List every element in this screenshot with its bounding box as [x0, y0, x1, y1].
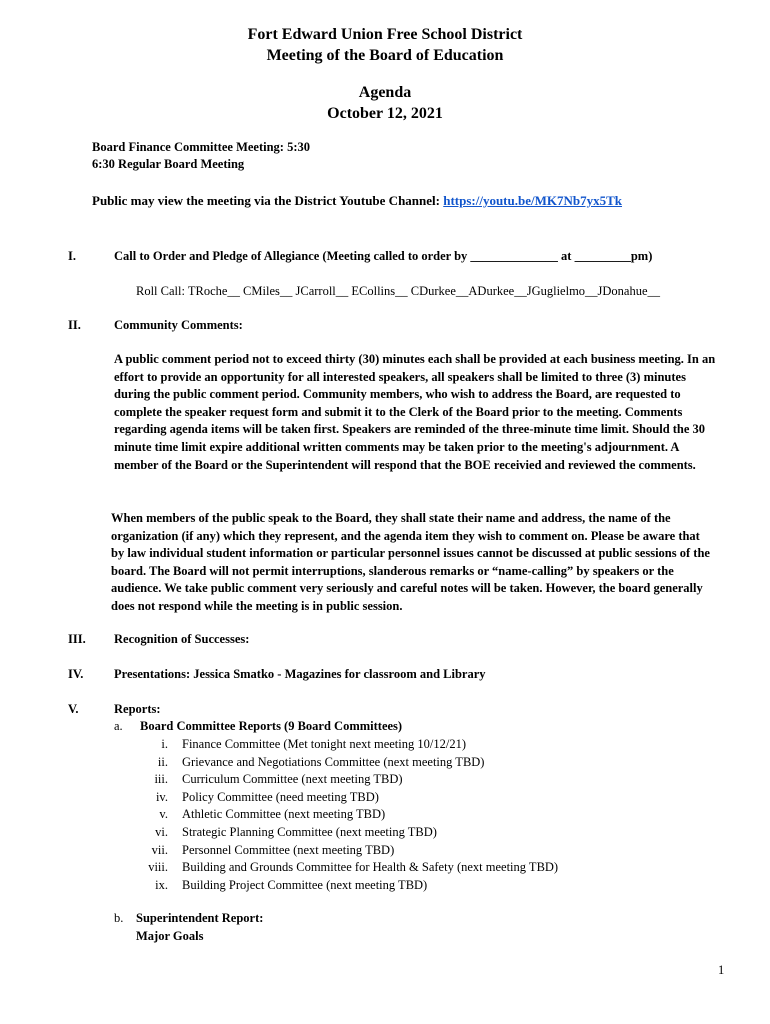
committee-item: Grievance and Negotiations Committee (next meeting TBD)	[182, 754, 485, 769]
committee-item: Personnel Committee (next meeting TBD)	[182, 842, 395, 857]
committee-number: viii.	[148, 860, 168, 875]
committee-number: ii.	[157, 754, 168, 769]
youtube-link[interactable]: https://youtu.be/MK7Nb7yx5Tk	[443, 193, 623, 208]
committee-item: Athletic Committee (next meeting TBD)	[182, 807, 386, 822]
youtube-line	[92, 193, 622, 209]
committee-number: ix.	[155, 877, 168, 892]
report-b-letter: b.	[114, 911, 124, 925]
call-to-order: Call to Order and Pledge of Allegiance (Meeting called to order by ______________ at _________pm)	[114, 249, 653, 263]
public-comment-paragraph: A public comment period not to exceed thirty (30) minutes each shall be provided at each business meeting. In an effort to provide an opportunity for all interested speakers, all speakers shall be limited to three (3) minutes during the public comment period. Community members, who wish to address the Board, are requested to complete the speaker request form and submit it to the Clerk of the Board prior to the meeting. Comments regarding agenda items will be taken first. Speakers are reminded of the three-minute time limit. Should the 30 minute time limit expire additional written comments may be taken prior to the meeting's adjournment. A member of the Board or the Superintendent will respond that the BOE receivied and reviewed the comments.	[114, 352, 716, 472]
committee-item: Policy Committee (need meeting TBD)	[182, 789, 379, 804]
item-number-ii: II.	[68, 318, 81, 332]
major-goals: Major Goals	[136, 929, 204, 943]
reports-heading: Reports:	[114, 702, 161, 716]
committee-number: i.	[161, 737, 168, 751]
item-number-v: V.	[68, 702, 79, 716]
report-a-letter: a.	[114, 719, 123, 733]
committee-item: Strategic Planning Committee (next meeting TBD)	[182, 825, 437, 839]
presentations-heading: Presentations: Jessica Smatko - Magazines for classroom and Library	[114, 667, 486, 681]
agenda-heading: Agenda	[358, 84, 412, 101]
board-committee-reports-heading: Board Committee Reports (9 Board Committees)	[140, 719, 403, 733]
item-number-i: I.	[68, 249, 76, 263]
youtube-label: Public may view the meeting via the District Youtube Channel:	[92, 193, 440, 208]
community-comments-heading: Community Comments:	[114, 318, 243, 332]
regular-meeting-time: 6:30 Regular Board Meeting	[92, 157, 245, 171]
committee-number: vi.	[155, 825, 168, 839]
roll-call: Roll Call: TRoche__ CMiles__ JCarroll__ ECollins__ CDurkee__ADurkee__JGuglielmo__JDonahue__	[136, 284, 661, 298]
committee-number: v.	[159, 807, 168, 822]
committee-item: Curriculum Committee (next meeting TBD)	[182, 772, 403, 787]
committee-number: iii.	[154, 772, 168, 787]
page-number: 1	[718, 963, 725, 977]
item-number-iii: III.	[68, 632, 86, 646]
recognition-heading: Recognition of Successes:	[114, 632, 250, 646]
committee-item: Finance Committee (Met tonight next meeting 10/12/21)	[182, 737, 466, 751]
committee-item: Building Project Committee (next meeting TBD)	[182, 877, 428, 892]
item-number-iv: IV.	[68, 667, 84, 681]
meeting-title: Meeting of the Board of Education	[266, 47, 504, 64]
district-title: Fort Edward Union Free School District	[247, 26, 523, 43]
agenda-date: October 12, 2021	[327, 105, 443, 122]
committee-number: iv.	[155, 789, 168, 804]
committee-number: vii.	[151, 842, 168, 857]
public-speaking-paragraph: When members of the public speak to the Board, they shall state their name and address, the name of the organization (if any) which they represent, and the agenda item they wish to comment on. Please be aware that by law individual student information or particular personnel issues cannot be discussed at public sessions of the board. The Board will not permit interruptions, slanderous remarks or “name-calling” by speakers or the audience. We take public comment very seriously and careful notes will be taken. However, the board generally does not respond while the meeting is in public session.	[111, 511, 710, 613]
committee-item: Building and Grounds Committee for Health & Safety (next meeting TBD)	[182, 860, 559, 875]
finance-meeting-time: Board Finance Committee Meeting: 5:30	[92, 140, 310, 154]
superintendent-report-heading: Superintendent Report:	[136, 911, 264, 925]
